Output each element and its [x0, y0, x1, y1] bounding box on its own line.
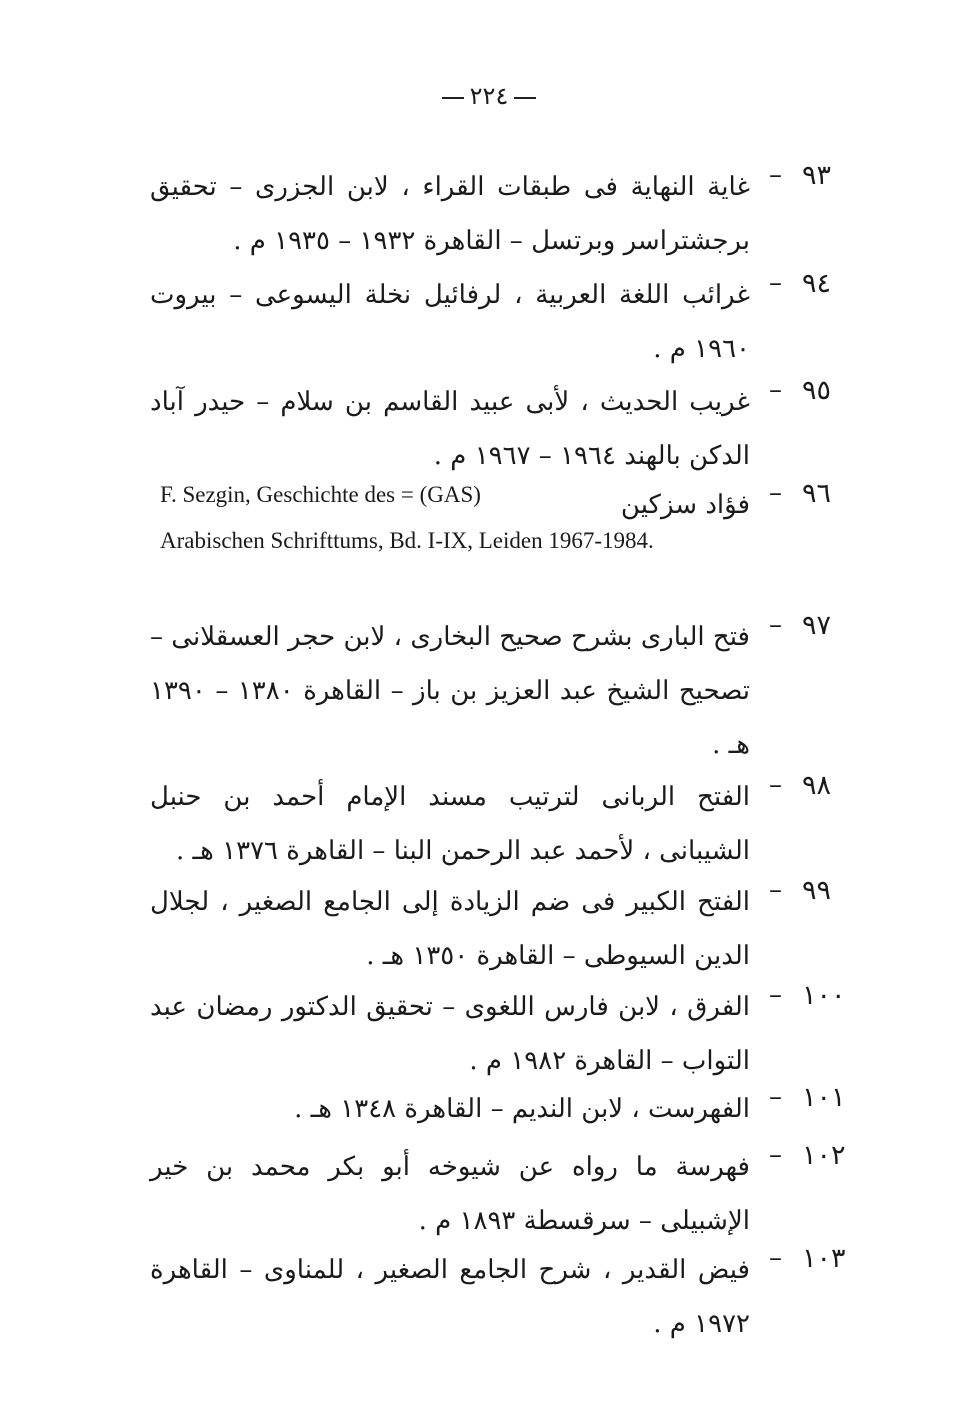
entry-dash: – — [769, 478, 782, 508]
page-number-dash-right — [514, 97, 536, 99]
entry-text: الفرق ، لابن فارس اللغوى – تحقيق الدكتور رمضان عبد التواب – القاهرة ١٩٨٢ م . — [150, 992, 750, 1076]
entry-number: ٩٥ — [802, 375, 832, 406]
page-number-text: ٢٢٤ — [469, 82, 509, 110]
entry-dash: – — [769, 160, 782, 190]
entry-dash: – — [769, 770, 782, 800]
entry-number: ٩٨ — [802, 770, 832, 801]
entry-dash: – — [769, 1140, 782, 1170]
entry-text: فتح البارى بشرح صحيح البخارى ، لابن حجر العسقلانى – تصحيح الشيخ عبد العزيز بن باز – القاهرة ١٣٨٠ – ١٣٩٠ هـ . — [150, 622, 751, 760]
entry-text: فيض القدير ، شرح الجامع الصغير ، للمناوى – القاهرة ١٩٧٢ م . — [150, 1255, 750, 1339]
entry-dash: – — [769, 1082, 782, 1112]
entry-number: ٩٦ — [802, 478, 832, 509]
entry-number: ١٠٢ — [802, 1140, 846, 1171]
entry-text: الفهرست ، لابن النديم – القاهرة ١٣٤٨ هـ . — [294, 1094, 750, 1124]
entry-text: غريب الحديث ، لأبى عبيد القاسم بن سلام – حيدر آباد الدكن بالهند ١٩٦٤ – ١٩٦٧ م . — [150, 387, 750, 471]
entry-dash: – — [769, 1243, 782, 1273]
entry-dash: – — [769, 375, 782, 405]
entry-text: الفتح الكبير فى ضم الزيادة إلى الجامع الصغير ، لجلال الدين السيوطى – القاهرة ١٣٥٠ هـ . — [150, 887, 750, 971]
entry-number: ٩٧ — [802, 610, 832, 641]
entry-text: غرائب اللغة العربية ، لرفائيل نخلة اليسوعى – بيروت ١٩٦٠ م . — [150, 280, 750, 364]
entry-number: ١٠١ — [802, 1082, 846, 1113]
entry-number: ٩٩ — [802, 875, 832, 906]
latin-reference-line-2: Arabischen Schrifttums, Bd. I-IX, Leiden 1967-1984. — [160, 528, 654, 553]
entry-text: فهرسة ما رواه عن شيوخه أبو بكر محمد بن خير الإشبيلى – سرقسطة ١٨٩٣ م . — [150, 1152, 750, 1236]
entry-number: ١٠٠ — [802, 980, 846, 1011]
entry-number: ٩٤ — [802, 268, 832, 299]
latin-reference-line-1: F. Sezgin, Geschichte des = (GAS) — [160, 482, 481, 507]
entry-number: ١٠٣ — [802, 1243, 846, 1274]
entry-dash: – — [769, 610, 782, 640]
entry-dash: – — [769, 875, 782, 905]
entry-text: غاية النهاية فى طبقات القراء ، لابن الجزرى – تحقيق برجشتراسر وبرتسل – القاهرة ١٩٣٢ – ١٩٣٥ م . — [150, 172, 750, 256]
page-number — [0, 82, 978, 110]
entry-dash: – — [769, 980, 782, 1010]
entry-text: الفتح الربانى لترتيب مسند الإمام أحمد بن حنبل الشيبانى ، لأحمد عبد الرحمن البنا – القاهرة ١٣٧٦ هـ . — [150, 782, 750, 866]
entry-dash: – — [769, 268, 782, 298]
entry-number: ٩٣ — [802, 160, 832, 191]
entry-text: فؤاد سزكين — [620, 490, 750, 520]
page-number-dash-left — [442, 97, 464, 99]
